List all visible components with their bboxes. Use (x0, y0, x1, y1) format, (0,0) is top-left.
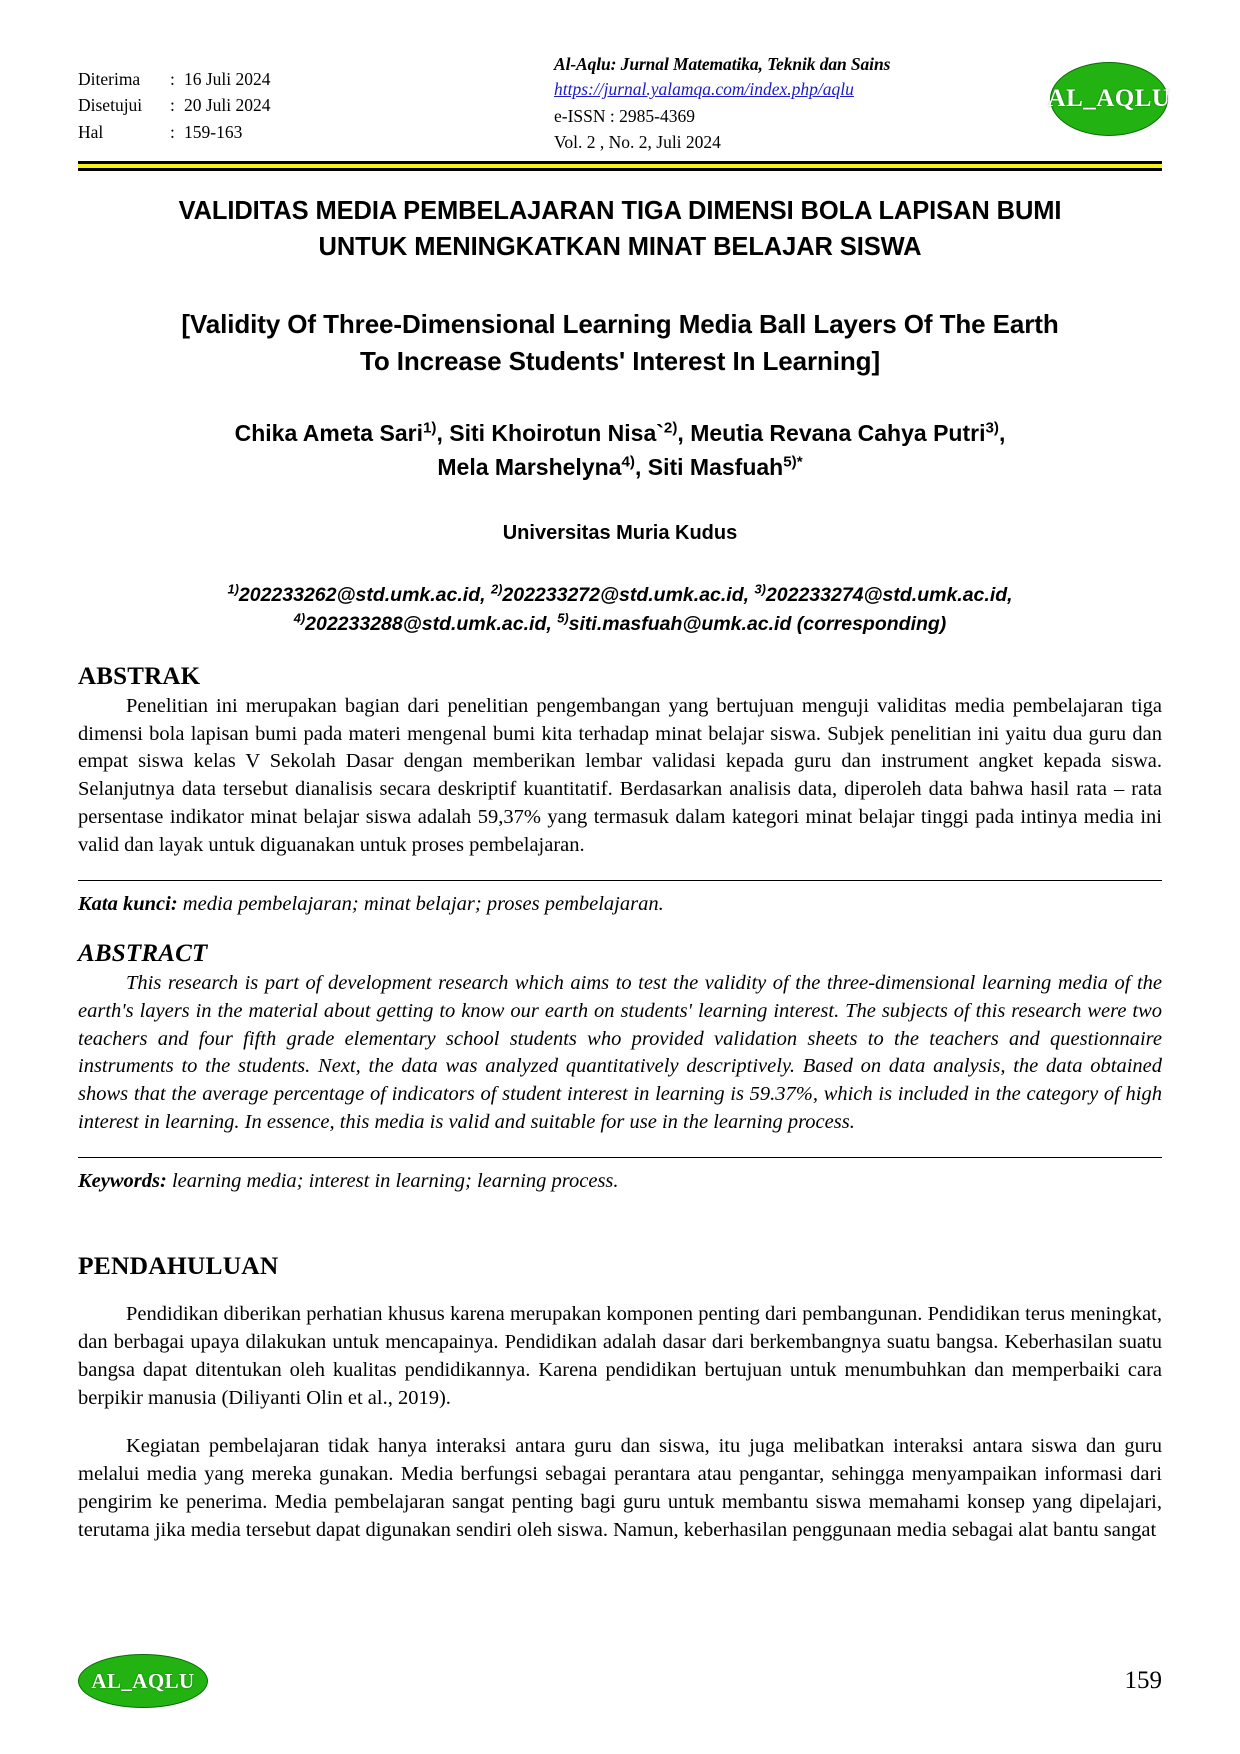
abstract-body: This research is part of development research which aims to test the validity of the three-dimensional learning media of the earth's layers in the material about getting to know our earth on students' learning interest. The subjects of this research were two teachers and four fifth grade elementary school students who provided validation sheets to the teachers and questionnaire instruments to the students. Next, the data was analyzed quantitatively descriptively. Based on data analysis, the data obtained shows that the average percentage of indicators of student interest in learning is 59.37%, which is included in the category of high interest in learning. In essence, this media is valid and suitable for use in the learning process. (78, 971, 1162, 1133)
author-affiliation: Universitas Muria Kudus (502, 522, 738, 545)
email-marker: 3) (754, 581, 766, 597)
received-value: 16 Juli 2024 (184, 69, 271, 89)
page-number: 159 (1124, 1667, 1162, 1694)
email-marker: 2) (490, 581, 503, 597)
received-colon: : (170, 69, 175, 89)
author-affiliation-marker: 4) (621, 453, 635, 471)
author-line-2 (78, 451, 1162, 484)
masthead-divider (78, 161, 1162, 171)
abstract-divider (78, 1157, 1162, 1158)
abstrak-body: Penelitian ini merupakan bagian dari penelitian pengembangan yang bertujuan menguji validitas media pembelajaran tiga dimensi bola lapisan bumi pada materi mengenal bumi kita terhadap minat belajar siswa. Subjek penelitian ini yaitu dua guru dan empat siswa kelas V Sekolah Dasar dengan memberikan lembar validasi kepada guru dan instrument angket kepada siswa. Selanjutnya data tersebut dianalisis secara deskriptif kuantitatif. Berdasarkan analisis data, diperoleh data bahwa hasil rata – rata persentase indikator minat belajar siswa adalah 59,37% yang termasuk dalam kategori minat belajar tinggi pada intinya media ini valid dan layak untuk diguanakan untuk proses pembelajaran. (78, 694, 1162, 856)
masthead (78, 52, 1171, 155)
author-affiliation-marker: 3) (985, 419, 999, 437)
page-title-indonesian (78, 193, 1162, 265)
author-name: Mela Marshelyna (437, 453, 622, 480)
abstrak-heading: ABSTRAK (78, 662, 201, 690)
abstract-keywords-value: learning media; interest in learning; learning process. (171, 1170, 619, 1193)
abstrak-divider (78, 880, 1162, 881)
author-name: Siti Khoirotun Nisa` (449, 420, 664, 447)
approved-label: Disetujui (78, 95, 143, 116)
title-id-line-1: VALIDITAS MEDIA PEMBELAJARAN TIGA DIMENSI BOLA LAPISAN BUMI (178, 197, 1062, 226)
introduction-paragraph-2: Kegiatan pembelajaran tidak hanya interaksi antara guru dan siswa, itu juga melibatkan interaksi antara siswa dan guru melalui media yang mereka gunakan. Media berfungsi sebagai perantara atau pengantar, sehingga menyampaikan informasi dari pengirim ke penerima. Media pembelajaran sangat penting bagi guru untuk membantu siswa memahami konsep yang dipelajari, terutama jika media tersebut dapat digunakan sendiri oleh siswa. Namun, keberhasilan penggunaan media sebagai alat bantu sangat (78, 1435, 1162, 1541)
author-name: Chika Ameta Sari (234, 420, 423, 447)
email-line-1 (78, 581, 1162, 610)
abstract-heading: ABSTRACT (78, 939, 208, 967)
author-name: Meutia Revana Cahya Putri (690, 420, 986, 447)
abstract-keywords-label: Keywords: (78, 1170, 167, 1193)
approved-value: 20 Juli 2024 (184, 95, 271, 116)
abstrak-keywords-value: media pembelajaran; minat belajar; proses pembelajaran. (182, 892, 664, 915)
title-block (78, 193, 1162, 639)
author-separator: , (677, 420, 691, 447)
footer-logo-text: AL_AQLU (91, 1668, 195, 1693)
page-footer (78, 1650, 1162, 1712)
pages-colon: : (170, 121, 175, 142)
author-separator: , (998, 420, 1006, 447)
title-id-line-2: UNTUK MENINGKATKAN MINAT BELAJAR SISWA (318, 233, 922, 262)
email-marker: 5) (557, 610, 569, 626)
introduction-heading: PENDAHULUAN (78, 1251, 279, 1281)
page-title-english (78, 306, 1162, 380)
pages-value: 159-163 (184, 121, 243, 142)
received-label: Diterima (78, 69, 141, 89)
pages-row (78, 119, 548, 145)
email-address[interactable]: 202233262@std.umk.ac.id, (238, 584, 491, 607)
introduction-paragraph-1: Pendidikan diberikan perhatian khusus karena merupakan komponen penting dari pembangunan. Pendidikan terus meningkat, dan berbagai upaya dilakukan untuk mencapainya. Pendidikan adalah dasar dari berkembangnya suatu bangsa. Keberhasilan suatu bangsa dapat ditentukan oleh kualitas pendidikannya. Karena pendidikan bertujuan untuk menumbuhkan dan memperbaiki cara berpikir manusia (Diliyanti Olin et al., 2019). (78, 1303, 1162, 1409)
author-affiliation-marker: 2) (663, 419, 678, 437)
abstrak-keywords (78, 893, 1162, 916)
email-address[interactable]: siti.masfuah@umk.ac.id (corresponding) (568, 613, 947, 636)
email-marker: 1) (227, 581, 239, 597)
journal-logo-text: AL_AQLU (1047, 85, 1171, 112)
footer-logo (78, 1654, 208, 1708)
author-list (78, 417, 1162, 484)
journal-url-link[interactable]: https://jurnal.yalamqa.com/index.php/aqlu (554, 79, 854, 100)
email-line-2 (78, 610, 1162, 639)
author-affiliation-marker: 5)* (783, 453, 803, 471)
pages-label: Hal (78, 121, 104, 142)
journal-logo (1047, 62, 1171, 136)
received-row (78, 66, 548, 92)
author-emails (78, 581, 1162, 639)
author-name: Siti Masfuah (647, 453, 784, 480)
title-en-line-2: To Increase Students' Interest In Learning] (359, 345, 881, 376)
approved-row (78, 92, 548, 118)
author-separator: , (436, 420, 450, 447)
abstract-keywords (78, 1170, 1162, 1193)
masthead-metadata (78, 52, 548, 145)
journal-eissn: e-ISSN : 2985-4369 (554, 105, 695, 126)
author-separator: , (634, 453, 648, 480)
author-line-1 (78, 417, 1162, 450)
email-address[interactable]: 202233288@std.umk.ac.id, (305, 613, 558, 636)
author-affiliation-marker: 1) (422, 419, 437, 437)
email-marker: 4) (293, 610, 306, 626)
title-en-line-1: [Validity Of Three-Dimensional Learning Media Ball Layers Of The Earth (181, 308, 1059, 339)
email-address[interactable]: 202233274@std.umk.ac.id, (765, 584, 1013, 607)
journal-volume: Vol. 2 , No. 2, Juli 2024 (554, 132, 721, 152)
email-address[interactable]: 202233272@std.umk.ac.id, (502, 584, 755, 607)
journal-name: Al-Aqlu: Jurnal Matematika, Teknik dan Sains (554, 54, 891, 74)
approved-colon: : (170, 95, 175, 116)
abstrak-keywords-label: Kata kunci: (78, 892, 178, 915)
